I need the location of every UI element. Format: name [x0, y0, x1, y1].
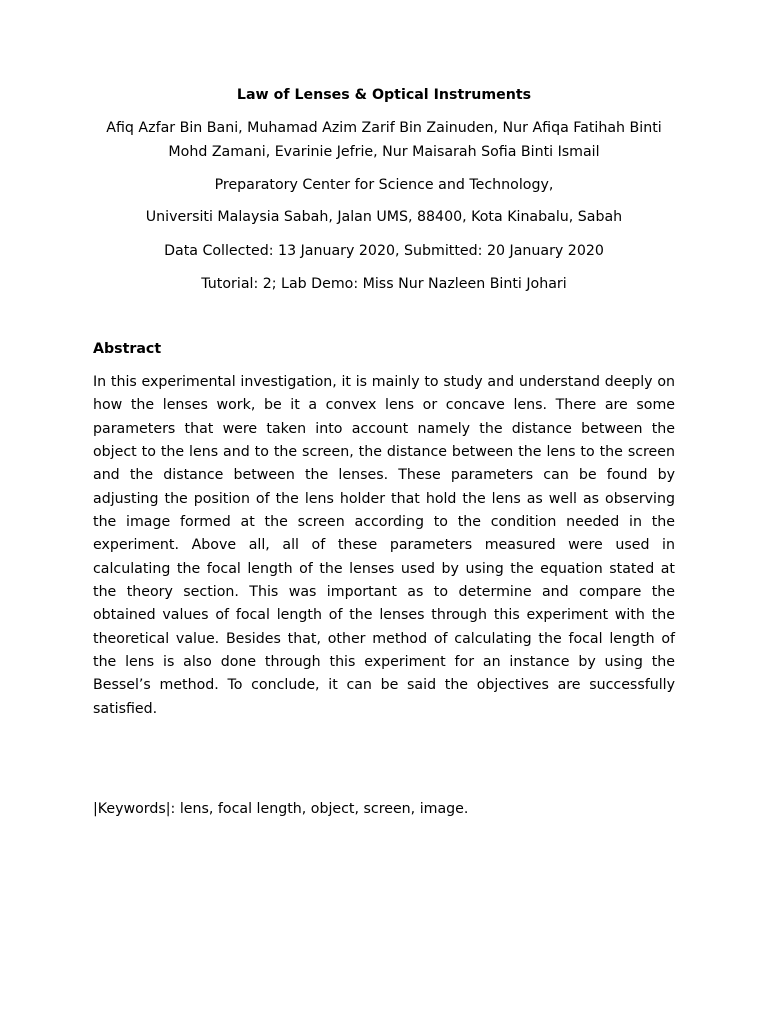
date-line: Data Collected: 13 January 2020, Submitted: 20 January 2020	[164, 243, 604, 259]
paper-title: Law of Lenses & Optical Instruments	[236, 87, 532, 103]
tutorial-line: Tutorial: 2; Lab Demo: Miss Nur Nazleen Binti Johari	[201, 276, 567, 292]
author-list: Afiq Azfar Bin Bani, Muhamad Azim Zarif Bin Zainuden, Nur Afiqa Fatihah Binti Mohd Zamani, Evarinie Jefrie, Nur Maisarah Sofia Binti Ismail	[106, 120, 662, 160]
affiliation-line-1: Preparatory Center for Science and Technology,	[214, 177, 554, 193]
keywords-line: |Keywords|: lens, focal length, object, screen, image.	[93, 801, 469, 817]
abstract-body: In this experimental investigation, it is mainly to study and understand deeply on how the lenses work, be it a convex lens or concave lens. There are some parameters that were taken into account namely the distance between the object to the lens and to the screen, the distance between the lens to the screen and the distance between the lenses. These parameters can be found by adjusting the position of the lens holder that hold the lens as well as observing the image formed at the screen according to the condition needed in the experiment. Above all, all of these parameters measured were used in calculating the focal length of the lenses used by using the equation stated at the theory section. This was important as to determine and compare the obtained values of focal length of the lenses through this experiment with the theoretical value. Besides that, other method of calculating the focal length of the lens is also done through this experiment for an instance by using the Bessel’s method. To conclude, it can be said the objectives are successfully satisfied.	[93, 374, 675, 717]
affiliation-line-2: Universiti Malaysia Sabah, Jalan UMS, 88400, Kota Kinabalu, Sabah	[145, 209, 623, 225]
abstract-heading: Abstract	[93, 341, 162, 357]
